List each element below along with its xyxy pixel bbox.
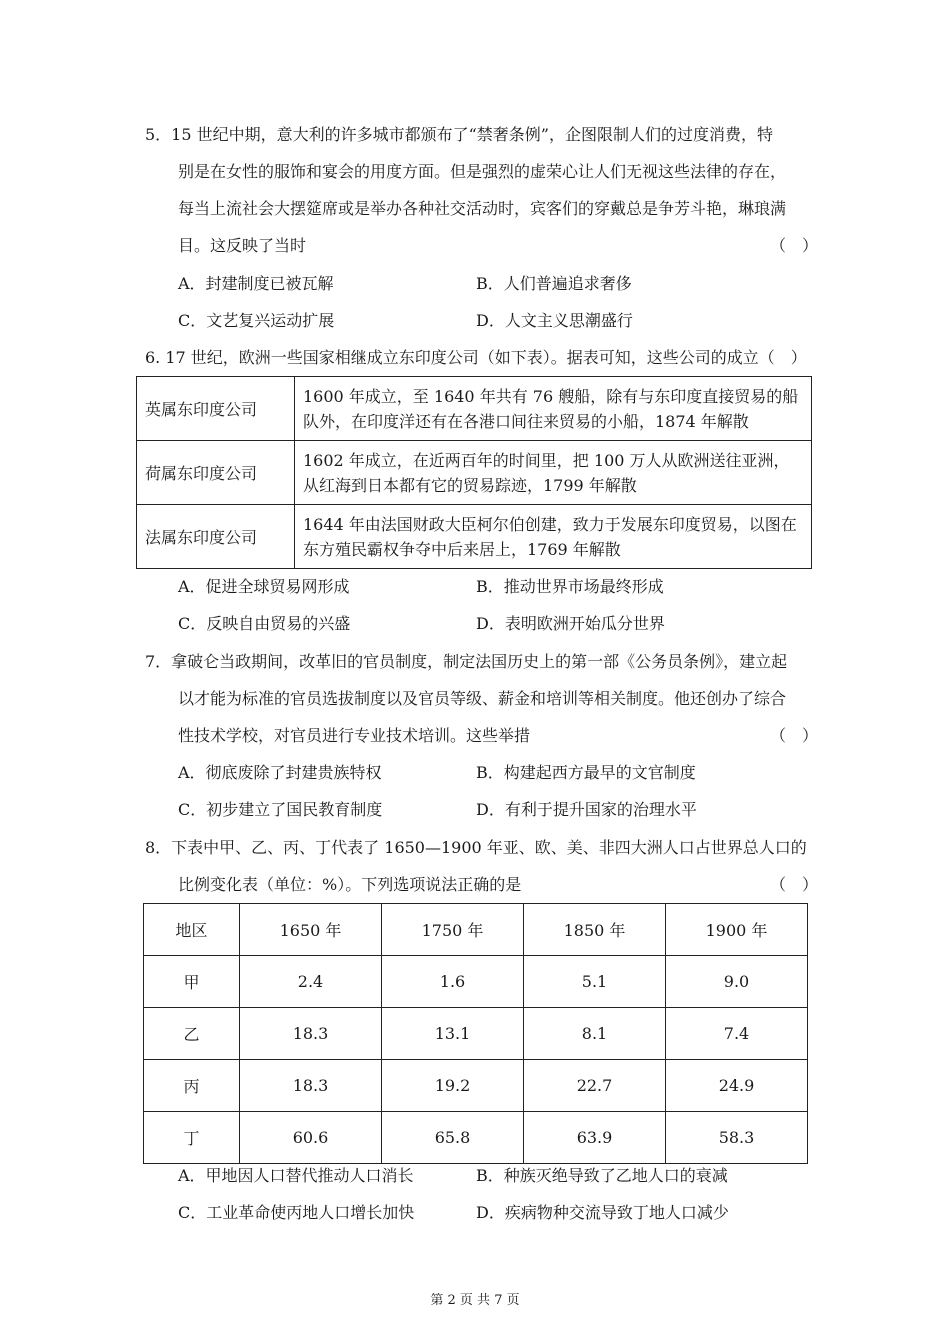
company-desc-french: 1644 年由法国财政大臣柯尔伯创建，致力于发展东印度贸易，以图在东方殖民霸权争夺中后来居上，1769 年解散 bbox=[295, 505, 812, 569]
table-header-cell: 1850 年 bbox=[524, 904, 666, 956]
q6-company-table bbox=[136, 376, 812, 569]
table-header-cell: 1650 年 bbox=[240, 904, 382, 956]
table-cell: 60.6 bbox=[240, 1112, 382, 1164]
q7-stem-line-1: 7．拿破仑当政期间，改革旧的官员制度，制定法国历史上的第一部《公务员条例》，建立起 bbox=[145, 652, 788, 671]
q8-option-d: D．疾病物种交流导致丁地人口减少 bbox=[476, 1203, 729, 1222]
table-row bbox=[144, 1008, 808, 1060]
table-cell: 18.3 bbox=[240, 1060, 382, 1112]
q8-option-c: C．工业革命使丙地人口增长加快 bbox=[178, 1203, 415, 1222]
q6-option-c: C．反映自由贸易的兴盛 bbox=[178, 614, 351, 633]
q8-population-table bbox=[143, 903, 808, 1164]
company-desc-british: 1600 年成立，至 1640 年共有 76 艘船，除有与东印度直接贸易的船队外，在印度洋还有在各港口间往来贸易的小船，1874 年解散 bbox=[295, 377, 812, 441]
q7-stem-line-3: 性技术学校，对官员进行专业技术培训。这些举措 bbox=[178, 726, 531, 745]
q5-stem-line-2: 别是在女性的服饰和宴会的用度方面。但是强烈的虚荣心让人们无视这些法律的存在， bbox=[178, 162, 787, 181]
table-header-row bbox=[144, 904, 808, 956]
table-cell: 63.9 bbox=[524, 1112, 666, 1164]
table-cell: 22.7 bbox=[524, 1060, 666, 1112]
q6-option-b: B．推动世界市场最终形成 bbox=[476, 577, 664, 596]
table-row bbox=[144, 1060, 808, 1112]
q7-option-a: A．彻底废除了封建贵族特权 bbox=[178, 763, 382, 782]
region-cell: 乙 bbox=[144, 1008, 240, 1060]
q8-stem-line-2: 比例变化表（单位：%）。下列选项说法正确的是 bbox=[178, 875, 522, 894]
table-cell: 9.0 bbox=[666, 956, 808, 1008]
table-cell: 1.6 bbox=[382, 956, 524, 1008]
table-cell: 24.9 bbox=[666, 1060, 808, 1112]
q6-option-a: A．促进全球贸易网形成 bbox=[178, 577, 350, 596]
q5-stem-line-3: 每当上流社会大摆筵席或是举办各种社交活动时，宾客们的穿戴总是争芳斗艳，琳琅满 bbox=[178, 199, 787, 218]
q5-option-c: C．文艺复兴运动扩展 bbox=[178, 311, 335, 330]
q6-stem: 6. 17 世纪，欧洲一些国家相继成立东印度公司（如下表）。据表可知，这些公司的成立（ ） bbox=[145, 348, 807, 367]
q8-option-b: B．种族灭绝导致了乙地人口的衰减 bbox=[476, 1166, 728, 1185]
company-name-dutch: 荷属东印度公司 bbox=[137, 441, 295, 505]
q5-option-d: D．人文主义思潮盛行 bbox=[476, 311, 633, 330]
table-cell: 58.3 bbox=[666, 1112, 808, 1164]
table-cell: 18.3 bbox=[240, 1008, 382, 1060]
q8-stem-line-1: 8．下表中甲、乙、丙、丁代表了 1650—1900 年亚、欧、美、非四大洲人口占世界总人口的 bbox=[145, 838, 807, 857]
q5-stem-line-1: 5．15 世纪中期，意大利的许多城市都颁布了“禁奢条例”，企图限制人们的过度消费，特 bbox=[145, 125, 773, 144]
q7-option-d: D．有利于提升国家的治理水平 bbox=[476, 800, 697, 819]
table-cell: 7.4 bbox=[666, 1008, 808, 1060]
q5-option-b: B．人们普遍追求奢侈 bbox=[476, 274, 632, 293]
table-cell: 65.8 bbox=[382, 1112, 524, 1164]
table-header-cell: 1750 年 bbox=[382, 904, 524, 956]
company-name-british: 英属东印度公司 bbox=[137, 377, 295, 441]
q7-answer-paren: （ ） bbox=[770, 726, 819, 745]
region-cell: 甲 bbox=[144, 956, 240, 1008]
table-cell: 5.1 bbox=[524, 956, 666, 1008]
q8-option-a: A．甲地因人口替代推动人口消长 bbox=[178, 1166, 414, 1185]
table-row bbox=[144, 956, 808, 1008]
q6-option-d: D．表明欧洲开始瓜分世界 bbox=[476, 614, 665, 633]
table-cell: 13.1 bbox=[382, 1008, 524, 1060]
q5-stem-line-4: 目。这反映了当时 bbox=[178, 236, 307, 255]
region-cell: 丙 bbox=[144, 1060, 240, 1112]
table-row bbox=[137, 441, 812, 505]
q5-option-a: A．封建制度已被瓦解 bbox=[178, 274, 334, 293]
company-name-french: 法属东印度公司 bbox=[137, 505, 295, 569]
q5-answer-paren: （ ） bbox=[770, 236, 819, 255]
table-cell: 8.1 bbox=[524, 1008, 666, 1060]
page-footer: 第 2 页 共 7 页 bbox=[430, 1293, 520, 1308]
q7-stem-line-2: 以才能为标准的官员选拔制度以及官员等级、薪金和培训等相关制度。他还创办了综合 bbox=[178, 689, 787, 708]
table-header-cell: 1900 年 bbox=[666, 904, 808, 956]
table-cell: 19.2 bbox=[382, 1060, 524, 1112]
q7-option-b: B．构建起西方最早的文官制度 bbox=[476, 763, 696, 782]
company-desc-dutch: 1602 年成立，在近两百年的时间里，把 100 万人从欧洲送往亚洲，从红海到日本都有它的贸易踪迹，1799 年解散 bbox=[295, 441, 812, 505]
q7-option-c: C．初步建立了国民教育制度 bbox=[178, 800, 383, 819]
table-row bbox=[137, 377, 812, 441]
q8-answer-paren: （ ） bbox=[770, 875, 819, 894]
region-cell: 丁 bbox=[144, 1112, 240, 1164]
table-row bbox=[137, 505, 812, 569]
table-cell: 2.4 bbox=[240, 956, 382, 1008]
table-header-cell: 地区 bbox=[144, 904, 240, 956]
table-row bbox=[144, 1112, 808, 1164]
